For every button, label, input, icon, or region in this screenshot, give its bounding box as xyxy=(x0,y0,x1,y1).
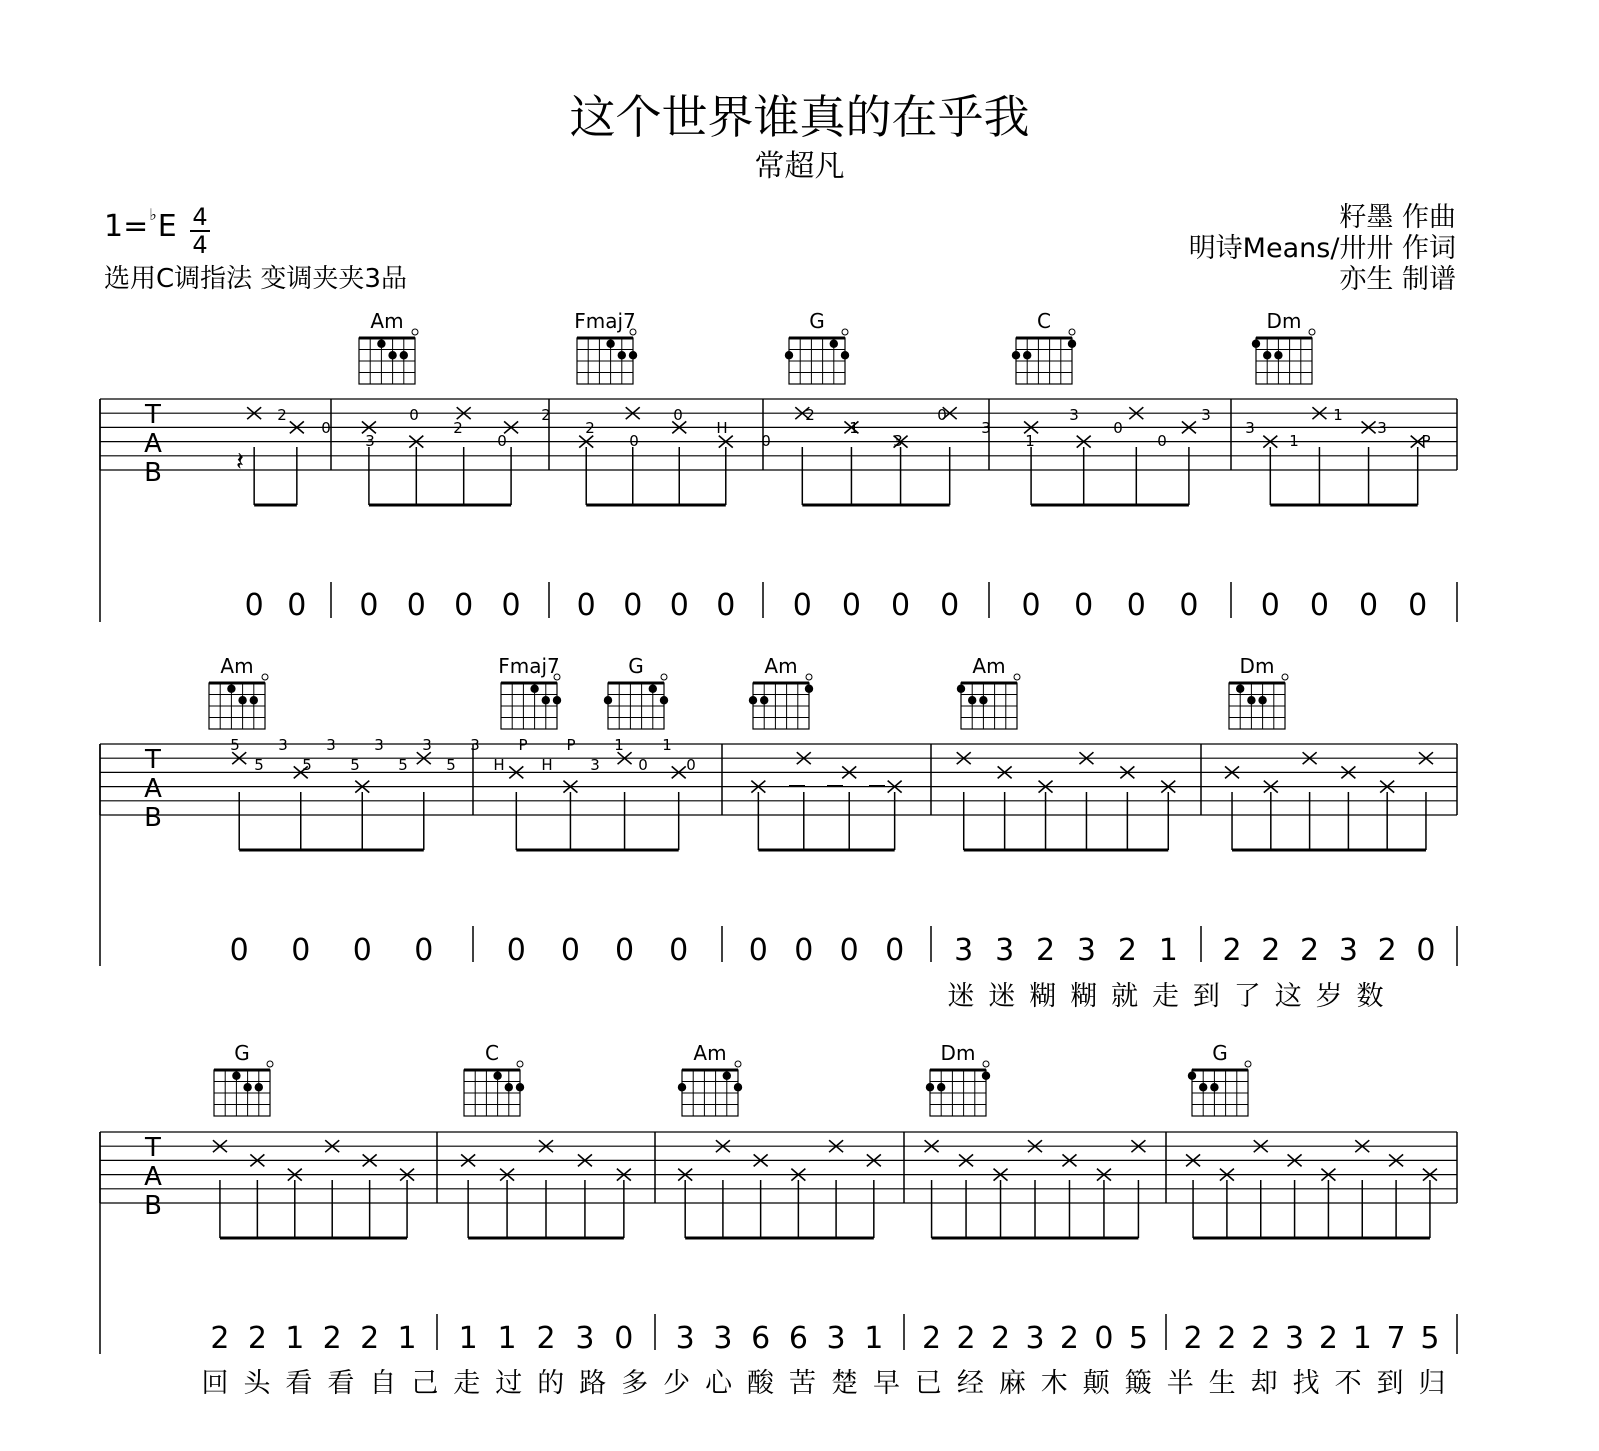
tab-fret-number: 3 xyxy=(981,419,991,437)
lyric-char: 归 xyxy=(1418,1368,1446,1399)
chord-name: C xyxy=(1037,309,1051,333)
jianpu-note: 0 xyxy=(891,588,911,623)
lyric-char: 岁 xyxy=(1315,981,1343,1012)
tab-fret-number: 3 xyxy=(1201,406,1211,424)
lyricist-credit: 明诗Means/卅卅 作词 xyxy=(1188,233,1456,264)
lyric-char: 己 xyxy=(411,1368,439,1399)
tab-fret-number: H xyxy=(716,419,728,437)
jianpu-note: 3 xyxy=(575,1321,595,1356)
jianpu-note: 0 xyxy=(839,933,859,968)
tab-fret-number: 1 xyxy=(1289,432,1299,450)
chord-diagram-c xyxy=(1012,309,1076,384)
tab-fret-number: 1 xyxy=(1333,406,1343,424)
jianpu-note: 1 xyxy=(285,1321,305,1356)
tab-fret-number: 0 xyxy=(1113,419,1123,437)
tab-fret-number: 0 xyxy=(409,406,419,424)
tab-fret-number: 0 xyxy=(321,419,331,437)
jianpu-note: 0 xyxy=(352,933,372,968)
open-string-mark xyxy=(983,1061,989,1067)
jianpu-note: 1 xyxy=(1352,1321,1372,1356)
tab-fret-number: 2 xyxy=(453,419,463,437)
chord-name: G xyxy=(809,309,825,333)
open-string-mark xyxy=(661,674,667,680)
jianpu-note: 0 xyxy=(669,933,689,968)
tab-letter: A xyxy=(144,774,162,804)
lyric-char: 到 xyxy=(1192,981,1220,1012)
tab-letter: B xyxy=(144,803,162,833)
jianpu-note: 0 xyxy=(841,588,861,623)
lyric-char: 走 xyxy=(453,1368,481,1399)
finger-dot xyxy=(660,696,668,704)
finger-dot xyxy=(805,685,813,693)
jianpu-note: 2 xyxy=(360,1321,380,1356)
chord-name: C xyxy=(485,1041,499,1065)
lyric-char: 酸 xyxy=(747,1368,775,1399)
chord-diagram-g xyxy=(785,309,849,384)
chord-diagram-am xyxy=(749,654,813,729)
jianpu-note: 2 xyxy=(1318,1321,1338,1356)
tab-fret-number: 3 xyxy=(1377,419,1387,437)
jianpu-note: 3 xyxy=(1025,1321,1045,1356)
chord-name: G xyxy=(234,1041,250,1065)
jianpu-note: 3 xyxy=(826,1321,846,1356)
finger-dot xyxy=(618,351,626,359)
open-string-mark xyxy=(412,329,418,335)
jianpu-note: 0 xyxy=(1408,588,1428,623)
chord-name: Am xyxy=(972,654,1006,678)
lyric-char: 却 xyxy=(1250,1368,1278,1399)
chord-name: Dm xyxy=(1266,309,1302,333)
jianpu-note: 0 xyxy=(669,588,689,623)
lyric-char: 早 xyxy=(872,1368,900,1399)
tab-fret-number: 0 xyxy=(761,432,771,450)
jianpu-note: 0 xyxy=(1416,933,1436,968)
finger-dot xyxy=(255,1083,263,1091)
tab-fret-number: 5 xyxy=(398,756,408,774)
tab-fret-number: 1 xyxy=(849,419,859,437)
lyric-char: 头 xyxy=(243,1368,271,1399)
lyric-char: 簸 xyxy=(1124,1368,1152,1399)
jianpu-note: 0 xyxy=(454,588,474,623)
finger-dot xyxy=(604,696,612,704)
lyric-char: 回 xyxy=(201,1368,229,1399)
jianpu-note: 0 xyxy=(291,933,311,968)
lyric-char: 经 xyxy=(956,1368,984,1399)
lyric-char: 这 xyxy=(1274,981,1302,1012)
finger-dot xyxy=(841,351,849,359)
key-prefix: 1= xyxy=(104,209,149,244)
open-string-mark xyxy=(1245,1061,1251,1067)
jianpu-note: 3 xyxy=(1338,933,1358,968)
chord-name: Am xyxy=(764,654,798,678)
jianpu-note: 2 xyxy=(956,1321,976,1356)
lyric-char: 多 xyxy=(621,1368,649,1399)
jianpu-note: 2 xyxy=(990,1321,1011,1356)
jianpu-note: 1 xyxy=(864,1321,884,1356)
chord-name: Am xyxy=(220,654,254,678)
finger-dot xyxy=(606,340,614,348)
flat-sign: ♭ xyxy=(149,205,157,224)
song-title: 这个世界谁真的在乎我 xyxy=(569,90,1030,144)
jianpu-note: 2 xyxy=(210,1321,230,1356)
lyric-char: 就 xyxy=(1111,981,1139,1012)
open-string-mark xyxy=(806,674,812,680)
chord-name: G xyxy=(1212,1041,1228,1065)
jianpu-note: 1 xyxy=(397,1321,417,1356)
open-string-mark xyxy=(517,1061,523,1067)
chord-name: Fmaj7 xyxy=(498,654,560,678)
tab-fret-number: 3 xyxy=(422,736,432,754)
chord-diagram-dm xyxy=(926,1041,990,1116)
tab-fret-number: P xyxy=(518,736,528,754)
tab-letter: A xyxy=(144,429,162,459)
chord-name: Dm xyxy=(1239,654,1275,678)
finger-dot xyxy=(785,351,793,359)
finger-dot xyxy=(1210,1083,1218,1091)
jianpu-note: 0 xyxy=(615,933,635,968)
tab-fret-number: 2 xyxy=(805,406,815,424)
finger-dot xyxy=(553,696,561,704)
jianpu-note: 7 xyxy=(1386,1321,1406,1356)
jianpu-note: 0 xyxy=(614,1321,634,1356)
lyric-char: 苦 xyxy=(789,1368,817,1399)
chord-name: Am xyxy=(370,309,404,333)
finger-dot xyxy=(227,685,235,693)
jianpu-note: 3 xyxy=(995,933,1015,968)
tab-fret-number: 3 xyxy=(590,756,600,774)
finger-dot xyxy=(749,696,757,704)
jianpu-note: 5 xyxy=(1420,1321,1440,1356)
chord-diagram-am xyxy=(957,654,1020,729)
jianpu-note: 0 xyxy=(576,588,596,623)
finger-dot xyxy=(957,685,965,693)
tab-fret-number: 3 xyxy=(1069,406,1079,424)
tab-fret-number: 0 xyxy=(638,756,648,774)
jianpu-note: 0 xyxy=(560,933,580,968)
lyric-char: 不 xyxy=(1334,1368,1362,1399)
tab-fret-number: 0 xyxy=(937,406,947,424)
jianpu-note: 2 xyxy=(536,1321,556,1356)
tab-fret-number: 5 xyxy=(254,756,264,774)
lyric-char: 已 xyxy=(914,1368,942,1399)
finger-dot xyxy=(830,340,838,348)
lyric-char: 看 xyxy=(285,1368,313,1399)
tab-letter: T xyxy=(145,400,161,430)
jianpu-note: 2 xyxy=(1183,1321,1203,1356)
lyric-char: 自 xyxy=(369,1368,397,1399)
chord-name: Am xyxy=(693,1041,727,1065)
lyric-char: 颠 xyxy=(1082,1368,1110,1399)
tab-fret-number: 0 xyxy=(1157,432,1167,450)
tab-fret-number: 5 xyxy=(230,736,240,754)
chord-diagram-am xyxy=(359,309,418,384)
finger-dot xyxy=(238,696,246,704)
jianpu-note: 0 xyxy=(748,933,768,968)
tab-letter: B xyxy=(144,458,162,488)
jianpu-note: 3 xyxy=(713,1321,733,1356)
finger-dot xyxy=(760,696,768,704)
finger-dot xyxy=(516,1083,524,1091)
lyric-char: 糊 xyxy=(1029,981,1057,1012)
tab-fret-number: 1 xyxy=(614,736,624,754)
chord-diagram-fmaj7 xyxy=(498,654,561,729)
jianpu-note: 2 xyxy=(1222,933,1242,968)
lyric-char: 半 xyxy=(1166,1368,1194,1399)
jianpu-note: 0 xyxy=(1021,588,1041,623)
open-string-mark xyxy=(267,1061,273,1067)
jianpu-note: 0 xyxy=(359,588,379,623)
chord-diagram-am xyxy=(678,1041,742,1116)
finger-dot xyxy=(1236,685,1244,693)
jianpu-note: 3 xyxy=(1285,1321,1305,1356)
jianpu-note: 3 xyxy=(1076,933,1097,968)
lyric-char: 到 xyxy=(1376,1368,1404,1399)
finger-dot xyxy=(1068,340,1076,348)
finger-dot xyxy=(723,1072,731,1080)
lyric-char: 了 xyxy=(1233,981,1261,1012)
jianpu-note: 2 xyxy=(1300,933,1320,968)
lyric-char: 找 xyxy=(1292,1368,1320,1399)
jianpu-note: 0 xyxy=(1094,1321,1114,1356)
finger-dot xyxy=(649,685,657,693)
chord-diagram-g xyxy=(604,654,668,729)
open-string-mark xyxy=(1282,674,1288,680)
chord-diagram-g xyxy=(1188,1041,1251,1116)
meter-bottom: 4 xyxy=(192,231,208,259)
lyric-char: 木 xyxy=(1040,1368,1068,1399)
finger-dot xyxy=(734,1083,742,1091)
jianpu-note: 2 xyxy=(247,1321,267,1356)
finger-dot xyxy=(243,1083,251,1091)
jianpu-note: 0 xyxy=(287,588,307,623)
jianpu-note: 2 xyxy=(322,1321,342,1356)
chord-name: Dm xyxy=(940,1041,976,1065)
jianpu-note: 0 xyxy=(623,588,643,623)
tab-fret-number: 2 xyxy=(541,406,551,424)
finger-dot xyxy=(1247,696,1255,704)
finger-dot xyxy=(530,685,538,693)
jianpu-note: 1 xyxy=(458,1321,478,1356)
jianpu-note: 0 xyxy=(1074,588,1094,623)
jianpu-note: 0 xyxy=(794,933,814,968)
tab-fret-number: H xyxy=(541,756,553,774)
jianpu-note: 0 xyxy=(414,933,434,968)
finger-dot xyxy=(982,1072,990,1080)
chord-name: Fmaj7 xyxy=(574,309,636,333)
tab-letter: B xyxy=(144,1191,162,1221)
chord-diagram-am xyxy=(209,654,268,729)
lyric-char: 麻 xyxy=(998,1368,1026,1399)
open-string-mark xyxy=(735,1061,741,1067)
jianpu-note: 6 xyxy=(751,1321,771,1356)
tab-fret-number: 3 xyxy=(326,736,336,754)
jianpu-note: 2 xyxy=(1035,933,1056,968)
finger-dot xyxy=(1258,696,1266,704)
lyric-char: 路 xyxy=(579,1368,607,1399)
chord-diagram-fmaj7 xyxy=(574,309,637,384)
finger-dot xyxy=(1263,351,1271,359)
key-note: E xyxy=(157,209,177,244)
finger-dot xyxy=(1188,1072,1196,1080)
composer-credit: 籽墨 作曲 xyxy=(1339,202,1456,233)
lyric-char: 少 xyxy=(663,1368,691,1399)
tab-fret-number: 2 xyxy=(585,419,595,437)
finger-dot xyxy=(678,1083,686,1091)
transcriber-credit: 亦生 制谱 xyxy=(1339,264,1456,295)
capo-note: 选用C调指法 变调夹夹3品 xyxy=(104,264,407,294)
jianpu-note: 0 xyxy=(506,933,526,968)
finger-dot xyxy=(250,696,258,704)
lyric-char: 糊 xyxy=(1070,981,1098,1012)
lyric-char: 过 xyxy=(495,1368,523,1399)
finger-dot xyxy=(1252,340,1260,348)
chord-diagram-c xyxy=(464,1041,524,1116)
lyric-char: 看 xyxy=(327,1368,355,1399)
finger-dot xyxy=(937,1083,945,1091)
finger-dot xyxy=(232,1072,240,1080)
jianpu-note: 3 xyxy=(954,933,974,968)
meter-top: 4 xyxy=(192,203,208,231)
lyric-char: 迷 xyxy=(947,981,975,1012)
jianpu-note: 0 xyxy=(501,588,521,623)
finger-dot xyxy=(505,1083,513,1091)
jianpu-note: 0 xyxy=(716,588,736,623)
tab-fret-number: 1 xyxy=(662,736,672,754)
finger-dot xyxy=(979,696,987,704)
tab-fret-number: 3 xyxy=(1245,419,1255,437)
tab-fret-number: 2 xyxy=(277,406,287,424)
finger-dot xyxy=(968,696,976,704)
finger-dot xyxy=(926,1083,934,1091)
chord-name: G xyxy=(628,654,644,678)
jianpu-note: 1 xyxy=(1158,933,1178,968)
lyric-char: 迷 xyxy=(988,981,1016,1012)
jianpu-note: 0 xyxy=(1126,588,1146,623)
finger-dot xyxy=(388,351,396,359)
finger-dot xyxy=(493,1072,501,1080)
jianpu-note: 2 xyxy=(1377,933,1397,968)
tab-fret-number: 5 xyxy=(446,756,456,774)
finger-dot xyxy=(400,351,408,359)
tab-fret-number: 0 xyxy=(629,432,639,450)
jianpu-note: 2 xyxy=(1117,933,1137,968)
open-string-mark xyxy=(1069,329,1075,335)
lyric-char: 数 xyxy=(1356,981,1384,1012)
tab-fret-number: 3 xyxy=(365,432,375,450)
tab-fret-number: 3 xyxy=(893,432,903,450)
jianpu-note: 0 xyxy=(885,933,905,968)
tab-fret-number: 3 xyxy=(278,736,288,754)
tab-letter: T xyxy=(145,1133,161,1163)
lyric-char: 的 xyxy=(537,1368,565,1399)
open-string-mark xyxy=(262,674,268,680)
tab-fret-number: H xyxy=(493,756,505,774)
tab-fret-number: 3 xyxy=(470,736,480,754)
lyric-char: 走 xyxy=(1152,981,1179,1012)
jianpu-note: 0 xyxy=(1260,588,1280,623)
jianpu-note: 0 xyxy=(1309,588,1329,623)
tab-fret-number: 1 xyxy=(1025,432,1035,450)
finger-dot xyxy=(1012,351,1020,359)
rest-symbol: 𝄽 xyxy=(236,447,244,477)
jianpu-note: 0 xyxy=(1179,588,1199,623)
jianpu-note: 5 xyxy=(1128,1321,1148,1356)
jianpu-note: 6 xyxy=(788,1321,808,1356)
jianpu-note: 3 xyxy=(675,1321,695,1356)
jianpu-note: 0 xyxy=(792,588,812,623)
tab-fret-number: 0 xyxy=(497,432,507,450)
tab-letter: T xyxy=(145,745,161,775)
artist-name: 常超凡 xyxy=(754,149,845,184)
tab-fret-number: P xyxy=(566,736,576,754)
tab-fret-number: 5 xyxy=(302,756,312,774)
open-string-mark xyxy=(842,329,848,335)
jianpu-note: 0 xyxy=(229,933,249,968)
finger-dot xyxy=(1199,1083,1207,1091)
finger-dot xyxy=(542,696,550,704)
jianpu-note: 2 xyxy=(1059,1321,1080,1356)
tab-fret-number: 5 xyxy=(350,756,360,774)
jianpu-note: 0 xyxy=(1359,588,1379,623)
chord-diagram-g xyxy=(214,1041,273,1116)
tab-fret-number: 0 xyxy=(673,406,683,424)
jianpu-note: 1 xyxy=(497,1321,517,1356)
finger-dot xyxy=(377,340,385,348)
lyric-char: 心 xyxy=(705,1368,733,1399)
jianpu-note: 2 xyxy=(1251,1321,1271,1356)
open-string-mark xyxy=(1014,674,1020,680)
open-string-mark xyxy=(1309,329,1315,335)
chord-diagram-dm xyxy=(1229,654,1288,729)
jianpu-note: 0 xyxy=(406,588,426,623)
chord-diagram-dm xyxy=(1252,309,1315,384)
jianpu-note: 2 xyxy=(1217,1321,1237,1356)
finger-dot xyxy=(1023,351,1031,359)
tab-fret-number: 0 xyxy=(686,756,696,774)
jianpu-note: 0 xyxy=(940,588,960,623)
lyric-char: 生 xyxy=(1208,1368,1236,1399)
tab-fret-number: P xyxy=(1421,432,1431,450)
tab-letter: A xyxy=(144,1162,162,1192)
tab-fret-number: 3 xyxy=(374,736,384,754)
jianpu-note: 2 xyxy=(1261,933,1281,968)
jianpu-note: 2 xyxy=(922,1321,942,1356)
lyric-char: 楚 xyxy=(830,1368,858,1399)
jianpu-note: 0 xyxy=(244,588,264,623)
finger-dot xyxy=(629,351,637,359)
finger-dot xyxy=(1274,351,1282,359)
